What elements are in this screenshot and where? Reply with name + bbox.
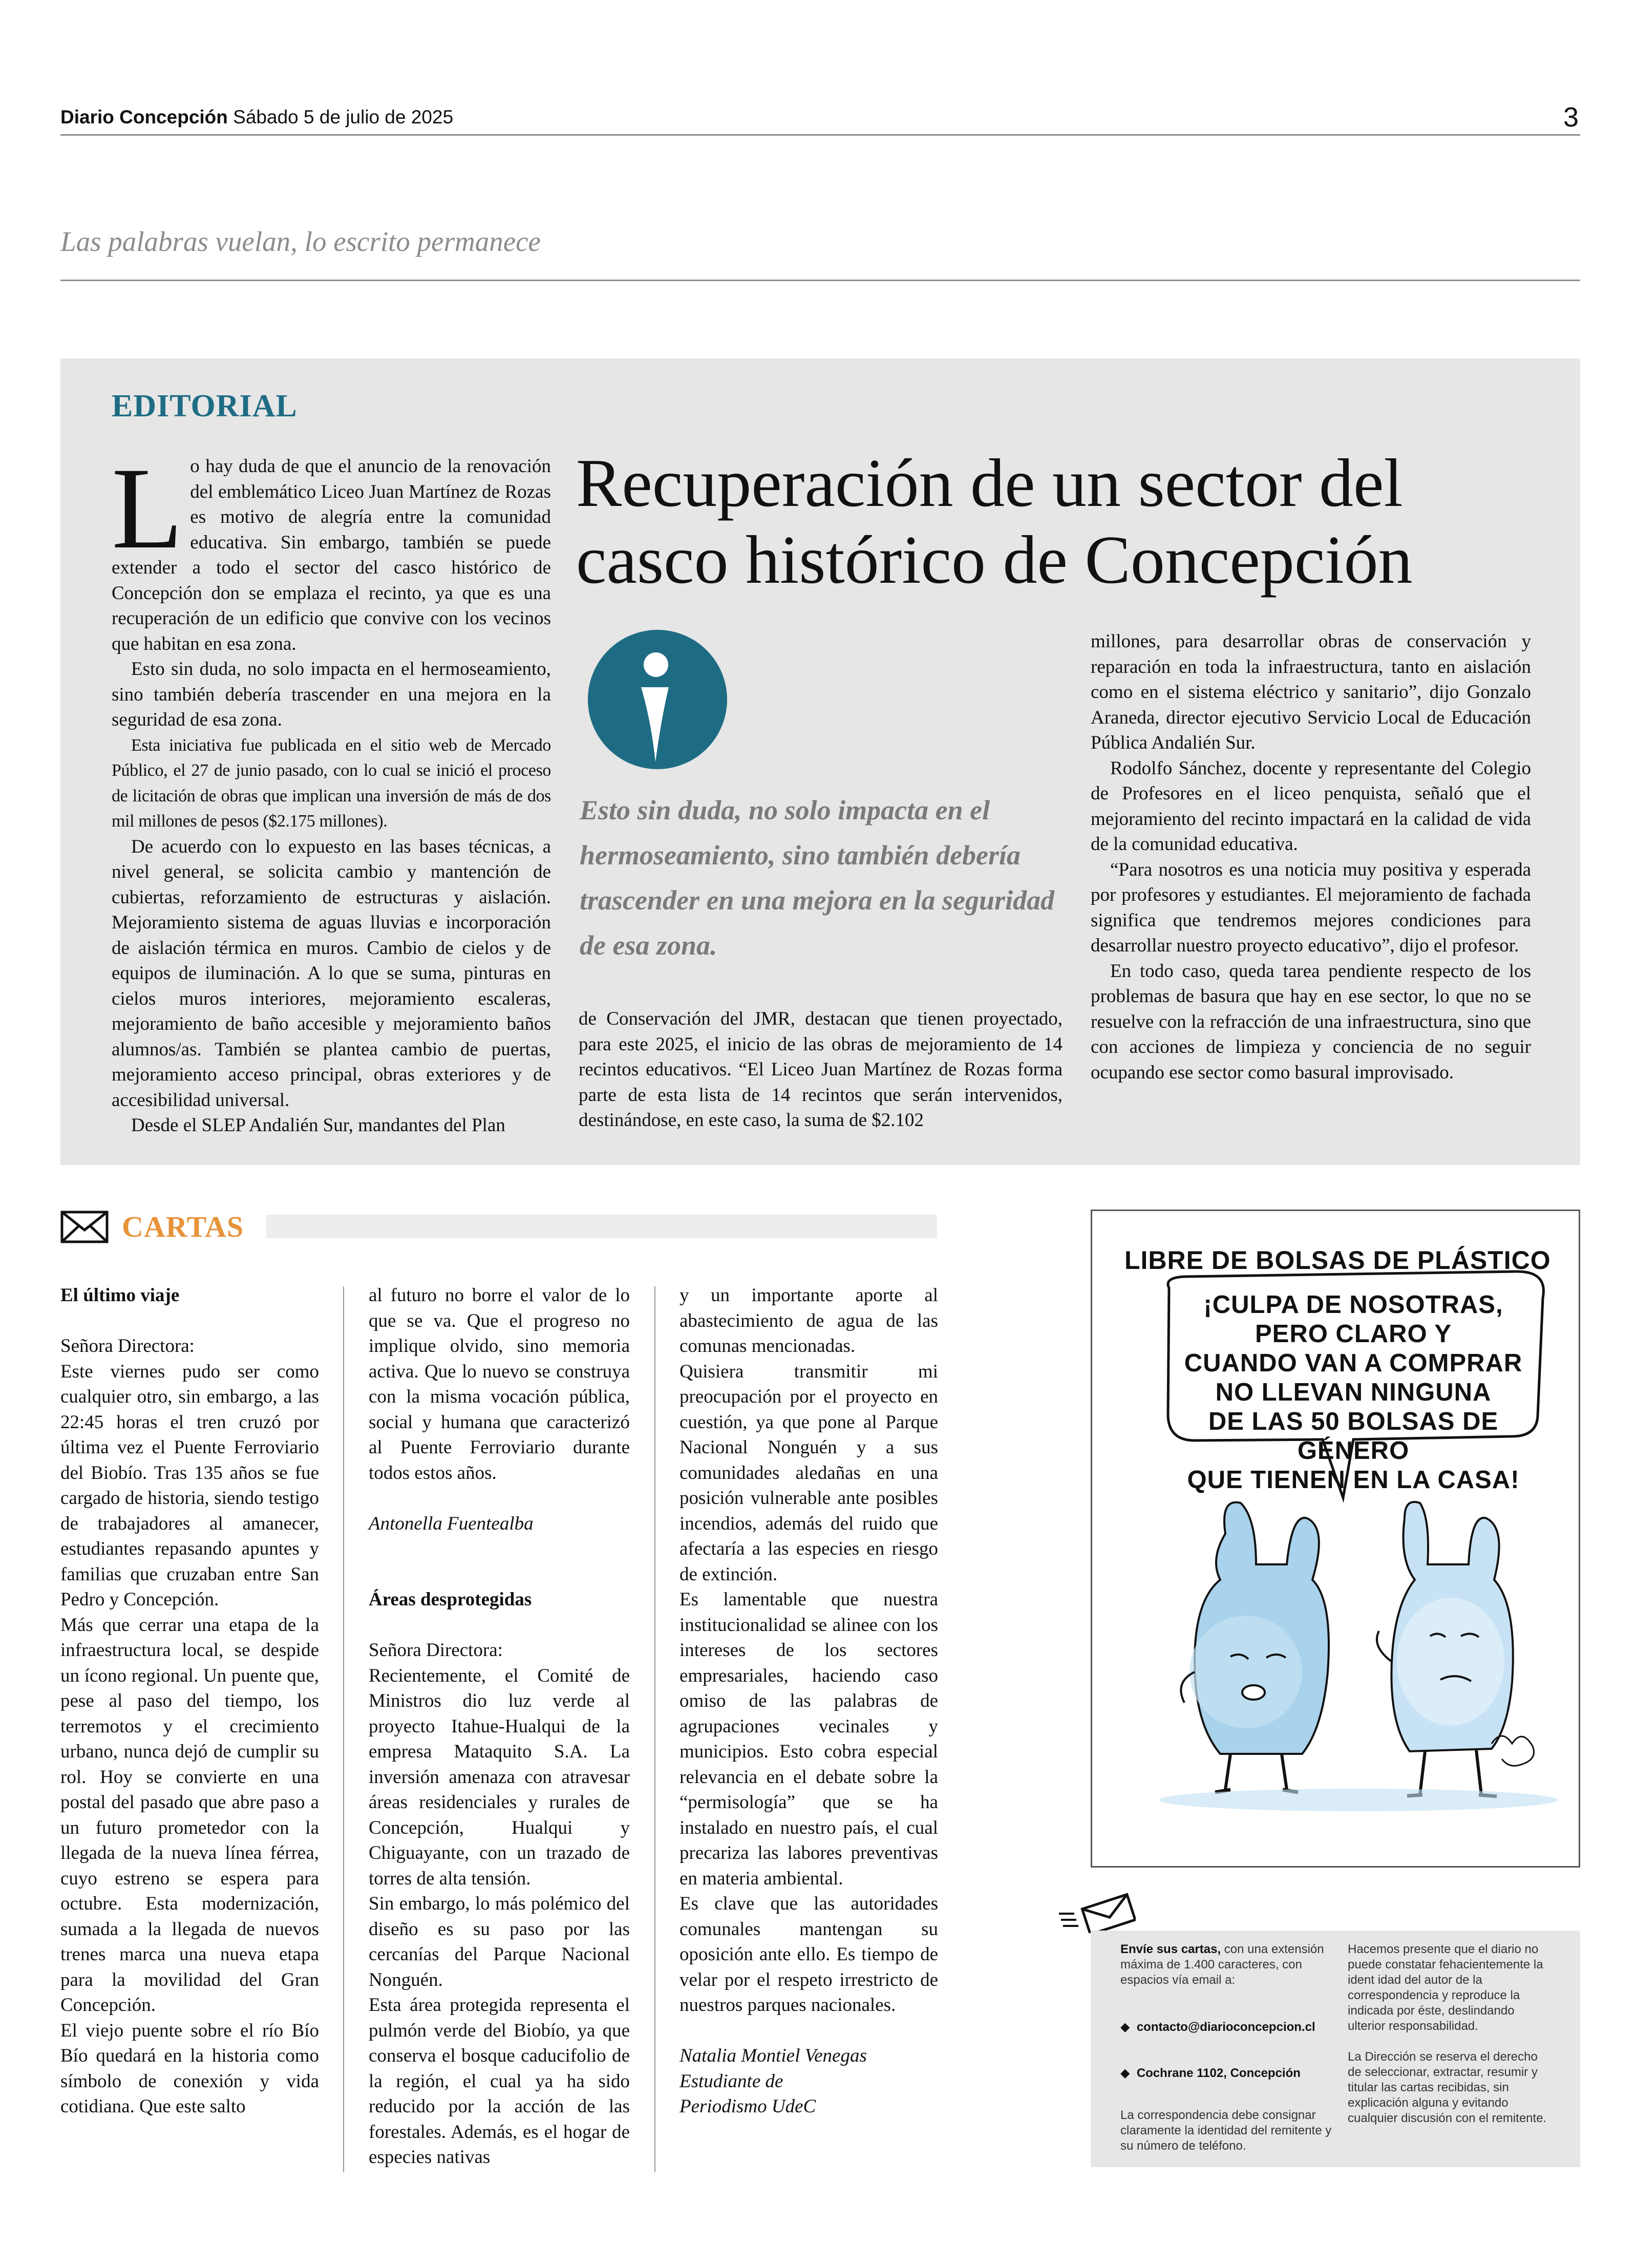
headline-line-2: casco histórico de Concepción bbox=[576, 522, 1413, 598]
send-mail-icon bbox=[1059, 1892, 1136, 1933]
pull-quote: Esto sin duda, no solo impacta en el hermoseamiento, sino también debería trascender en una mejora en la seguridad de esa zona. bbox=[580, 795, 1055, 961]
disclaimer-text: La Dirección se reserva el derecho de seleccionar, extractar, resumir y titular las cartas recibidas, sin explicación alguna y evitando cualquier discusión con el remitente. bbox=[1348, 2050, 1547, 2125]
letters-column-2 bbox=[369, 1283, 630, 2170]
cartoon-speech-bubble bbox=[1179, 1290, 1527, 1495]
issue-date: Sábado 5 de julio de 2025 bbox=[233, 107, 454, 128]
editorial-column-1 bbox=[112, 444, 551, 1138]
speech-line: QUE TIENEN EN LA CASA! bbox=[1187, 1466, 1520, 1494]
letters-column-1 bbox=[60, 1283, 319, 2119]
editorial-paragraph: de Conservación del JMR, destacan que tienen proyectado, para este 2025, el inicio de las obras de mejoramiento de 14 recintos educativos. “El Liceo Juan Martínez de Rozas forma parte de esta lista de 14 recintos que serán intervenidos, destinándose, en este caso, la suma de $2.102 bbox=[579, 1008, 1063, 1131]
speech-line: NO LLEVAN NINGUNA bbox=[1215, 1379, 1492, 1406]
letter-paragraph: El viejo puente sobre el río Bío Bío quedará en la historia como símbolo de conexión y vida cotidiana. Que este salto bbox=[60, 2020, 319, 2117]
editorial-paragraph: Rodolfo Sánchez, docente y representante del Colegio de Profesores en el liceo penquista, señaló que el mejoramiento del recinto impactará en la calidad de vida de la comunidad educativa. bbox=[1091, 757, 1531, 855]
cartas-label: CARTAS bbox=[122, 1210, 244, 1243]
editorial-paragraph: En todo caso, queda tarea pendiente respecto de los problemas de basura que hay en ese sector, lo que no se resuelve con la refracción de una infraestructura, sino que con acciones de limpieza y conciencia de no seguir ocupando ese sector como basural improvisado. bbox=[1091, 960, 1531, 1083]
contact-email: contacto@diarioconcepcion.cl bbox=[1136, 2020, 1315, 2034]
letter-signature: Natalia Montiel Venegas bbox=[679, 2045, 867, 2066]
editorial-column-3 bbox=[1091, 629, 1531, 1085]
column-divider bbox=[343, 1286, 344, 2172]
editorial-paragraph: Esta iniciativa fue publicada en el sitio web de Mercado Público, el 27 de junio pasado, con lo cual se inició el proceso de licitación de obras que implican una inversión de más de dos mil millones de pesos ($2.175 millones). bbox=[112, 735, 551, 831]
editorial-column-2 bbox=[579, 1006, 1063, 1133]
speech-line: DE LAS 50 BOLSAS DE GÉNERO bbox=[1208, 1408, 1499, 1465]
letter-signature: Periodismo UdeC bbox=[679, 2096, 816, 2117]
speech-line: ¡CULPA DE NOSOTRAS, bbox=[1203, 1291, 1503, 1319]
letter-paragraph: Quisiera transmitir mi preocupación por el proyecto en cuestión, ya que pone al Parque Nacional Nonguén y a sus comunidades aledañas en una posición vulnerable ante posibles incendios, además del ruido que afectaría a las especies en riesgo de extinción. bbox=[679, 1361, 938, 1585]
letter-paragraph: y un importante aporte al abastecimiento de agua de las comunas mencionadas. bbox=[679, 1285, 938, 1356]
letter-paragraph: Es clave que las autoridades comunales mantengan su oposición ante ello. Es tiempo de velar por el respeto irrestricto de nuestros parques nacionales. bbox=[679, 1893, 938, 2016]
letters-column-3 bbox=[679, 1283, 938, 2119]
paper-name: Diario Concepción bbox=[60, 107, 228, 128]
letter-title: Áreas desprotegidas bbox=[369, 1589, 532, 1610]
header-rule bbox=[60, 134, 1580, 136]
diamond-bullet-icon: ◆ bbox=[1120, 2066, 1130, 2080]
diamond-bullet-icon: ◆ bbox=[1120, 2020, 1130, 2034]
letter-paragraph: Más que cerrar una etapa de la infraestructura local, se despide un ícono regional. Un puente que, pese al paso del tiempo, los terremotos y el crecimiento urbano, nunca dejó de cumplir su rol. Hoy se convierte en una postal del pasado que abre paso a un futuro prometedor con la llegada de la nueva línea férrea, cuyo estreno se espera para octubre. Esta modernización, sumada a la llegada de nuevos trenes marca una nueva etapa para la movilidad del Gran Concepción. bbox=[60, 1614, 319, 2016]
send-instructions bbox=[1120, 1942, 1335, 2154]
cartoon-title: LIBRE DE BOLSAS DE PLÁSTICO bbox=[1124, 1246, 1551, 1275]
drop-cap: L bbox=[112, 444, 183, 573]
editorial-paragraph: millones, para desarrollar obras de conservación y reparación en toda la infraestructura, tanto en aislación como en el sistema eléctrico y sanitario”, dijo Gonzalo Araneda, director ejecutivo Servicio Local de Educación Pública Andalién Sur. bbox=[1091, 631, 1531, 753]
send-note: La correspondencia debe consignar claramente la identidad del remitente y su número de teléfono. bbox=[1120, 2108, 1332, 2153]
masthead bbox=[60, 107, 453, 128]
editorial-paragraph: De acuerdo con lo expuesto en las bases técnicas, a nivel general, se solicita cambio y mantención de cubiertas, reforzamiento de estructuras y aislación. Mejoramiento sistema de aguas lluvias e incorporación de aislación térmica en muros. Cambio de cielos y de equipos de iluminación. A lo que se suma, pinturas en cielos muros interiores, mejoramiento escaleras, mejoramiento de baño accesible y mejoramiento baños alumnos/as. También se plantea cambio de puertas, mejoramiento acceso principal, obras exteriores y de accesibilidad universal. bbox=[112, 836, 551, 1111]
envelope-icon bbox=[60, 1211, 109, 1243]
send-intro: con una extensión máxima de 1.400 caracteres, con espacios vía email a: bbox=[1120, 1942, 1324, 1987]
letter-signature: Antonella Fuentealba bbox=[369, 1513, 534, 1534]
disclaimer-text: Hacemos presente que el diario no puede constatar fehacientemente la ident idad del autor de la correspondencia y reproduce la indicada por éste, deslindando ulterior responsabilidad. bbox=[1348, 1942, 1543, 2033]
letter-title: El último viaje bbox=[60, 1285, 180, 1306]
letter-paragraph: al futuro no borre el valor de lo que se va. Que el progreso no implique olvido, sino memoria activa. Que lo nuevo se construya con la misma vocación pública, social y humana que caracterizó al Puente Ferroviario durante todos estos años. bbox=[369, 1285, 630, 1483]
editorial-paragraph: Esto sin duda, no solo impacta en el hermoseamiento, sino también debería trascender en una mejora en la seguridad de esa zona. bbox=[112, 659, 551, 730]
letter-paragraph: Es lamentable que nuestra institucionalidad se alinee con los intereses de los sectores empresariales, haciendo caso omiso de las palabras de agrupaciones vecinales y municipios. Esto cobra especial relevancia en el debate sobre la “permisología” que se ha instalado en nuestro país, el cual precariza las labores preventivas en materia ambiental. bbox=[679, 1589, 938, 1889]
send-intro-bold: Envíe sus cartas, bbox=[1120, 1942, 1221, 1956]
info-icon bbox=[588, 630, 727, 769]
speech-line: PERO CLARO Y bbox=[1255, 1320, 1452, 1348]
tagline-rule bbox=[60, 280, 1580, 281]
letter-paragraph: Esta área protegida representa el pulmón verde del Biobío, ya que conserva el bosque caducifolio de la región, el cual ya ha sido reducido por la acción de las forestales. Además, es el hogar de especies nativas bbox=[369, 1995, 630, 2168]
letter-paragraph: Recientemente, el Comité de Ministros dio luz verde al proyecto Itahue-Hualqui de la empresa Mataquito S.A. La inversión amenaza con atravesar áreas residenciales y rurales de Concepción, Hualqui y Chiguayante, con un trazado de torres de alta tensión. bbox=[369, 1665, 630, 1889]
editorial-label: EDITORIAL bbox=[112, 389, 298, 423]
page-number: 3 bbox=[1563, 102, 1579, 133]
column-divider bbox=[654, 1286, 655, 2172]
letter-signature: Estudiante de bbox=[679, 2070, 783, 2092]
send-disclaimer bbox=[1348, 1942, 1553, 2126]
letter-paragraph: Sin embargo, lo más polémico del diseño es su paso por las cercanías del Parque Nacional Nonguén. bbox=[369, 1893, 630, 1990]
headline-line-1: Recuperación de un sector del bbox=[576, 445, 1403, 521]
letter-salutation: Señora Directora: bbox=[369, 1640, 503, 1661]
cartas-header-bar bbox=[266, 1215, 937, 1238]
contact-address: Cochrane 1102, Concepción bbox=[1136, 2066, 1301, 2080]
letter-salutation: Señora Directora: bbox=[60, 1336, 195, 1356]
editorial-paragraph: Desde el SLEP Andalién Sur, mandantes del Plan bbox=[131, 1115, 505, 1136]
section-tagline: Las palabras vuelan, lo escrito permanece bbox=[60, 226, 541, 257]
editorial-paragraph: “Para nosotros es una noticia muy positiva y esperada por profesores y estudiantes. El mejoramiento de fachada significa que tendremos mejores condiciones para desarrollar nuestro proyecto educativo”, dijo el profesor. bbox=[1091, 859, 1531, 956]
speech-line: CUANDO VAN A COMPRAR bbox=[1184, 1349, 1523, 1377]
letter-paragraph: Este viernes pudo ser como cualquier otro, sin embargo, a las 22:45 horas el tren cruzó por última vez el Puente Ferroviario del Biobío. Tras 135 años se fue cargado de historia, siendo testigo de trabajadores al amanecer, estudiantes repasando apuntes y familias que cruzaban entre San Pedro y Concepción. bbox=[60, 1361, 319, 1610]
editorial-paragraph: o hay duda de que el anuncio de la renovación del emblemático Liceo Juan Martínez de Rozas es motivo de alegría entre la comunidad educativa. Sin embargo, también se puede extender a todo el sector del casco histórico de Concepción don se emplaza el recinto, ya que es una recuperación de un edificio que convive con los vecinos que habitan en esa zona. bbox=[112, 456, 551, 654]
editorial-headline bbox=[576, 444, 1549, 598]
